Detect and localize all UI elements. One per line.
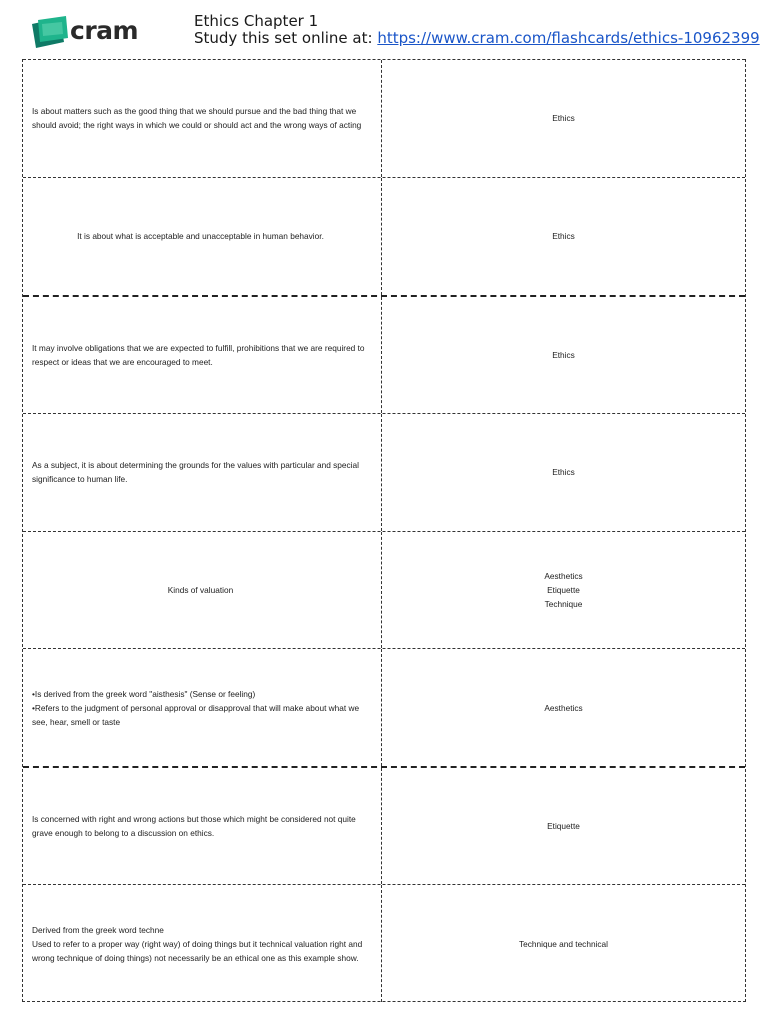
card-front [23, 649, 382, 766]
card-front-text: It is about what is acceptable and unacceptable in human behavior. [77, 231, 324, 242]
flashcard-row [23, 531, 745, 649]
card-back-text: Ethics [552, 113, 575, 124]
card-back [382, 297, 745, 413]
logo-text: cram [70, 16, 139, 45]
card-back-text: Ethics [552, 349, 575, 360]
card-front [23, 297, 382, 413]
card-back [382, 178, 745, 295]
study-online-line [194, 30, 760, 47]
set-title: Ethics Chapter 1 [194, 12, 319, 30]
flashcard-row [23, 295, 745, 413]
card-front-text: •Is derived from the greek word "aisthesis" (Sense or feeling) •Refers to the judgment of personal approval or disapproval that will make about what we see, hear, smell or taste [32, 688, 360, 727]
flashcard-grid [22, 59, 746, 1002]
card-back [382, 649, 745, 766]
card-front-text: Kinds of valuation [167, 585, 234, 595]
card-front-text: Is concerned with right and wrong actions but those which might be considered not quite grave enough to belong to a discussion on ethics. [32, 814, 356, 839]
card-back [382, 414, 745, 531]
card-front-text: Is about matters such as the good thing that we should pursue and the bad thing that we should avoid; the right ways in which we could or should act and the wrong ways of acting [32, 106, 362, 131]
card-front-text: Derived from the greek word techne Used to refer to a proper way (right way) of doing things but it technical valuation right and wrong technique of doing things) not necessarily be an ethical one as this example show. [32, 924, 363, 963]
card-back [382, 885, 745, 1002]
flashcard-row [23, 177, 745, 295]
card-back-text: Technique and technical [518, 938, 609, 949]
card-front [23, 414, 382, 531]
card-back-text: Aesthetics [544, 702, 583, 713]
card-back-text: Aesthetics Etiquette Technique [544, 571, 583, 609]
card-back-text: Ethics [552, 467, 575, 478]
flashcard-row [23, 413, 745, 531]
card-front [23, 768, 382, 884]
card-front-text: It may involve obligations that we are expected to fulfill, prohibitions that we are required to respect or ideas that we are encouraged to meet. [32, 342, 365, 367]
card-front [23, 178, 382, 295]
cram-logo[interactable] [30, 14, 140, 50]
card-front [23, 60, 382, 177]
card-back [382, 60, 745, 177]
flashcard-row [23, 766, 745, 884]
study-prefix: Study this set online at: [194, 29, 378, 47]
flashcard-row [23, 59, 745, 177]
card-back [382, 532, 745, 649]
card-back [382, 768, 745, 884]
page-header [0, 0, 768, 58]
card-front [23, 885, 382, 1002]
flashcard-row [23, 884, 745, 1002]
card-front-text: As a subject, it is about determining the grounds for the values with particular and special significance to human life. [32, 460, 359, 485]
flashcard-row [23, 648, 745, 766]
card-front [23, 532, 382, 649]
card-back-text: Ethics [552, 231, 575, 242]
study-link[interactable]: https://www.cram.com/flashcards/ethics-10962399 [377, 29, 760, 47]
card-back-text: Etiquette [547, 821, 580, 832]
cram-logo-icon [30, 14, 70, 50]
